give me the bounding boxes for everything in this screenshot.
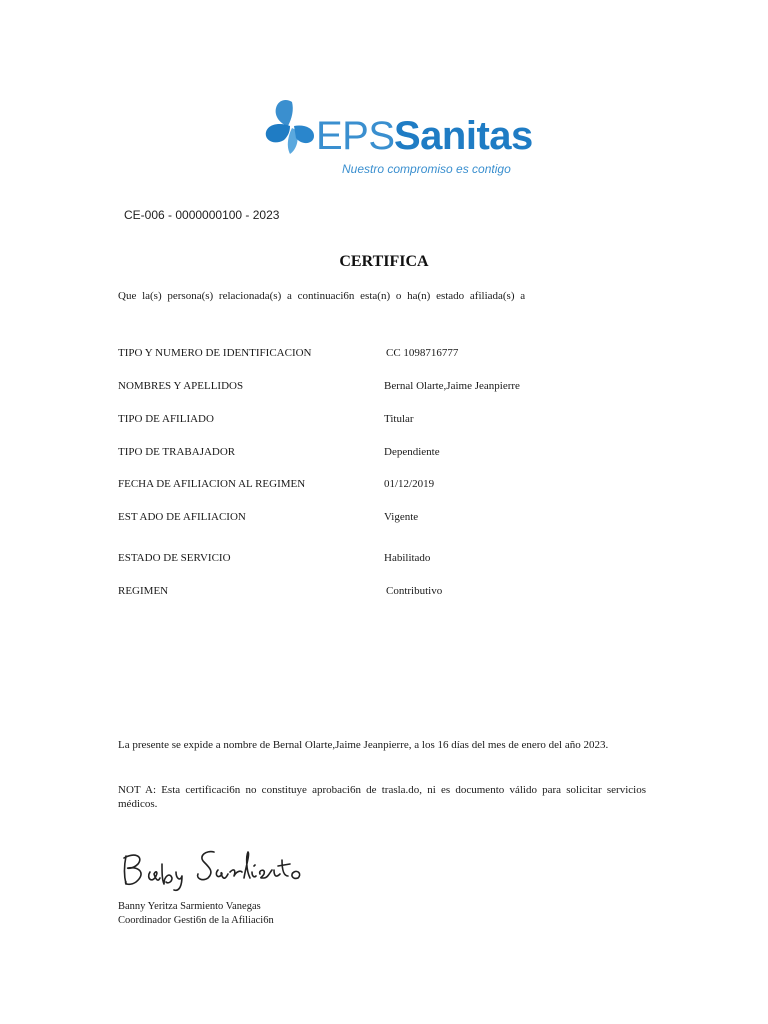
field-value-tipo-afiliado: Titular — [384, 413, 414, 425]
intro-text: Que la(s) persona(s) relacionada(s) a continuaci6n esta(n) o ha(n) estado afiliada(s) a — [118, 290, 526, 302]
field-label-regimen: REGIMEN — [118, 585, 169, 597]
field-label-tipo-afiliado: TIPO DE AFILIADO — [118, 413, 214, 425]
logo-sanitas-text: Sanitas — [394, 114, 533, 158]
field-value-identificacion: CC 1098716777 — [386, 347, 459, 359]
eps-sanitas-logo — [262, 96, 533, 180]
issued-statement: La presente se expide a nombre de Bernal Olarte,Jaime Jeanpierre, a los 16 días del mes de enero del año 2023. — [118, 739, 609, 751]
handwritten-signature — [118, 842, 308, 892]
butterfly-icon — [262, 96, 322, 160]
field-label-estado-afiliacion: EST ADO DE AFILIACION — [118, 511, 246, 523]
field-value-fecha-afiliacion: 01/12/2019 — [384, 478, 435, 490]
signer-name: Banny Yeritza Sarmiento Vanegas — [118, 901, 261, 912]
field-value-tipo-trabajador: Dependiente — [384, 446, 440, 458]
signer-block — [118, 900, 274, 928]
logo-tagline: Nuestro compromiso es contigo — [342, 162, 511, 176]
field-value-nombres: Bernal Olarte,Jaime Jeanpierre — [384, 380, 520, 392]
field-label-fecha-afiliacion: FECHA DE AFILIACION AL REGIMEN — [118, 478, 306, 490]
field-value-regimen: Contributivo — [386, 585, 443, 597]
field-label-estado-servicio: ESTADO DE SERVICIO — [118, 552, 231, 564]
certificate-code: CE-006 - 0000000100 - 2023 — [124, 208, 280, 222]
field-label-identificacion: TIPO Y NUMERO DE IDENTIFICACION — [118, 347, 312, 359]
field-value-estado-afiliacion: Vigente — [384, 511, 419, 523]
field-label-tipo-trabajador: TIPO DE TRABAJADOR — [118, 446, 236, 458]
field-label-nombres: NOMBRES Y APELLIDOS — [118, 380, 244, 392]
field-value-estado-servicio: Habilitado — [384, 552, 431, 564]
disclaimer-note: NOT A: Esta certificaci6n no constituye aprobaci6n de trasla.do, ni es documento válido para solicitar servicios médicos. — [118, 784, 646, 810]
logo-eps-text: EPS — [316, 114, 395, 158]
signer-role: Coordinador Gesti6n de la Afiliaci6n — [118, 915, 274, 926]
page-title: CERTIFICA — [339, 253, 429, 270]
